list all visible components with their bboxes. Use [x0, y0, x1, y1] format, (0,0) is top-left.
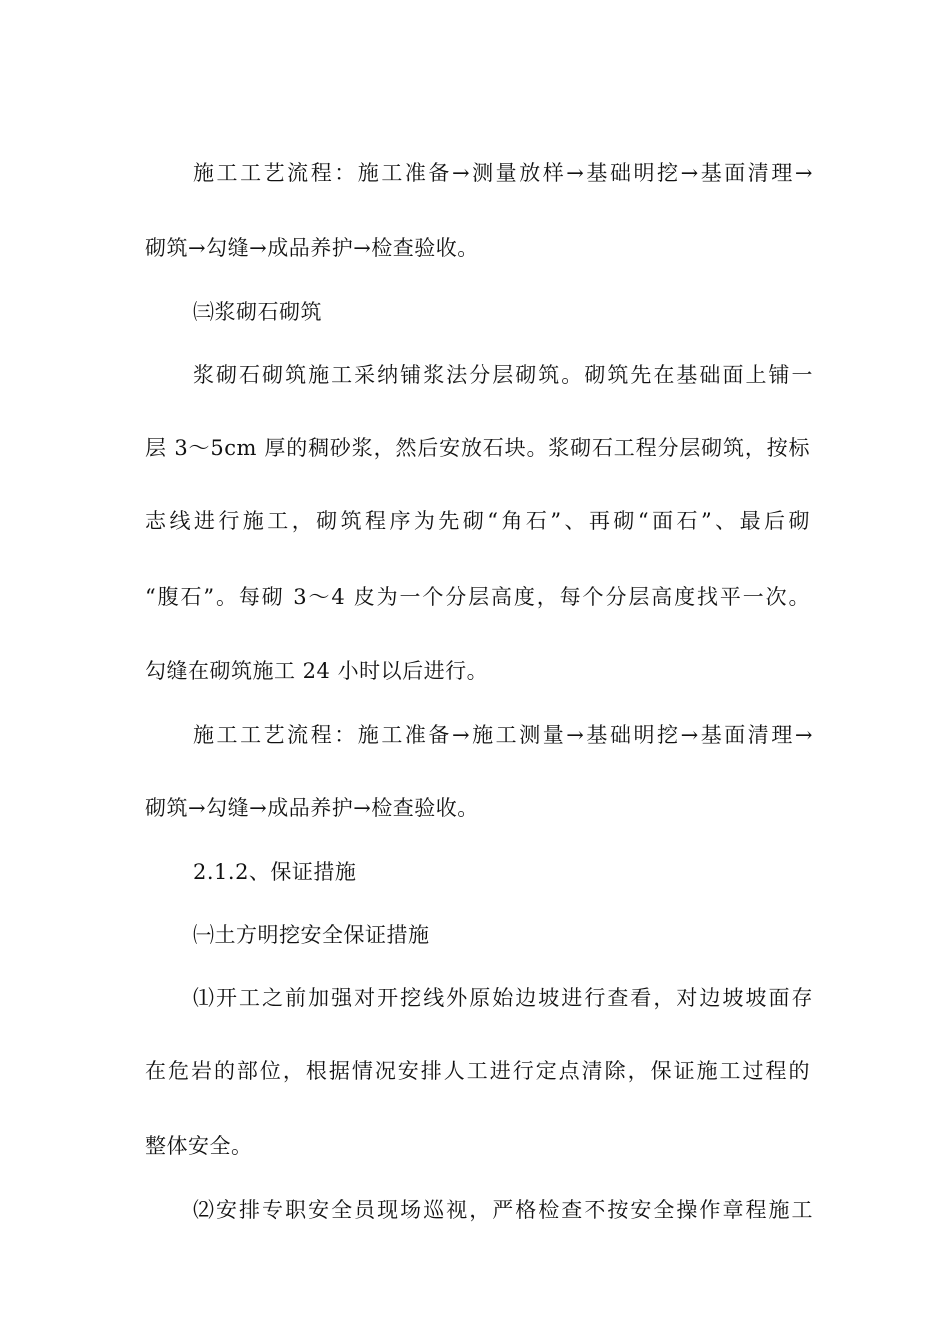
paragraph-line: 在危岩的部位，根据情况安排人工进行定点清除，保证施工过程的	[145, 1059, 810, 1083]
paragraph-line: 施工工艺流程：施工准备→测量放样→基础明挖→基面清理→	[193, 161, 813, 185]
paragraph-line: “腹石”。每砌 3～4 皮为一个分层高度，每个分层高度找平一次。	[145, 585, 810, 609]
paragraph-line: 层 3～5cm 厚的稠砂浆，然后安放石块。浆砌石工程分层砌筑，按标	[145, 436, 810, 460]
paragraph-line: 砌筑→勾缝→成品养护→检查验收。	[145, 796, 479, 820]
paragraph-line: 砌筑→勾缝→成品养护→检查验收。	[145, 236, 479, 260]
section-heading: ㈠土方明挖安全保证措施	[193, 923, 430, 947]
section-heading: ㈢浆砌石砌筑	[193, 300, 322, 324]
paragraph-line: ⑵安排专职安全员现场巡视，严格检查不按安全操作章程施工	[193, 1198, 813, 1222]
section-heading: 2.1.2、保证措施	[193, 860, 357, 884]
paragraph-line: 整体安全。	[145, 1134, 253, 1158]
paragraph-line: 浆砌石砌筑施工采纳铺浆法分层砌筑。砌筑先在基础面上铺一	[193, 363, 813, 387]
paragraph-line: 施工工艺流程：施工准备→施工测量→基础明挖→基面清理→	[193, 723, 813, 747]
paragraph-line: ⑴开工之前加强对开挖线外原始边坡进行查看，对边坡坡面存	[193, 986, 813, 1010]
paragraph-line: 志线进行施工，砌筑程序为先砌“角石”、再砌“面石”、最后砌	[145, 509, 810, 533]
paragraph-line: 勾缝在砌筑施工 24 小时以后进行。	[145, 659, 489, 683]
